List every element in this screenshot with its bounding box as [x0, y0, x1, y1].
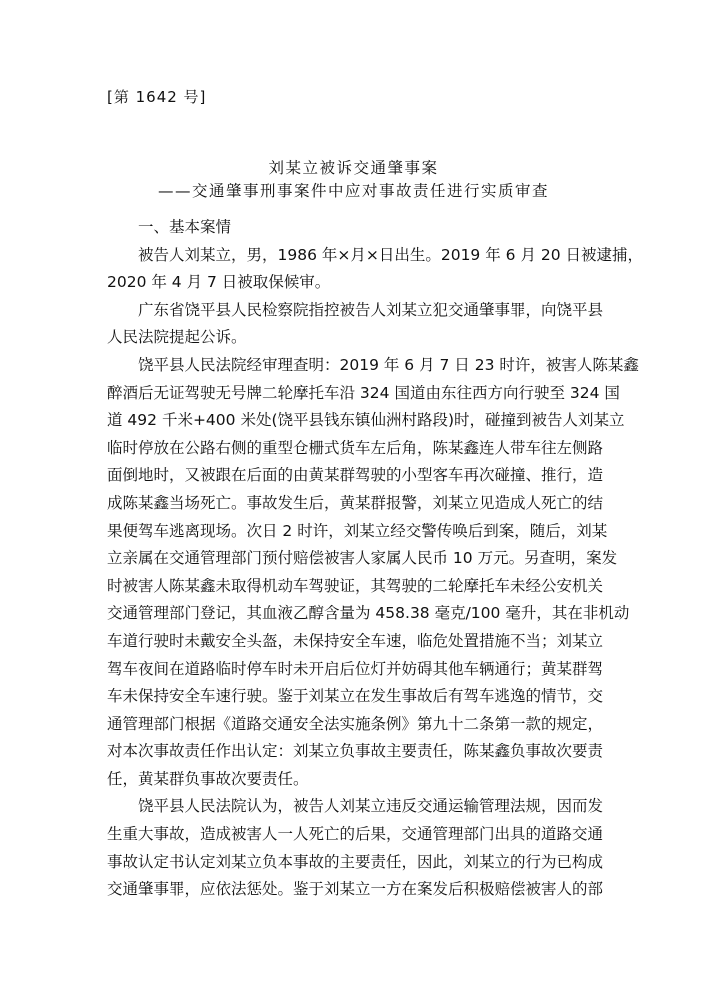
paragraph — [107, 297, 604, 352]
paragraph-line: 对本次事故责任作出认定：刘某立负事故主要责任，陈某鑫负事故次要责 — [107, 742, 604, 761]
paragraph-line: 车道行驶时未戴安全头盔，未保持安全车速，临危处置措施不当；刘某立 — [107, 631, 604, 650]
paragraph-line: 广东省饶平县人民检察院指控被告人刘某立犯交通肇事罪，向饶平县 — [138, 300, 604, 319]
paragraph-line: 面倒地时，又被跟在后面的由黄某群驾驶的小型客车再次碰撞、推行，造 — [107, 466, 604, 485]
paragraph-line: 生重大事故，造成被害人一人死亡的后果，交通管理部门出具的道路交通 — [107, 825, 604, 844]
paragraph-line: 人民法院提起公诉。 — [107, 328, 247, 347]
paragraph — [107, 242, 644, 297]
paragraphs — [107, 242, 644, 904]
document-title: 刘某立被诉交通肇事案 — [268, 159, 439, 177]
paragraph-line: 2020 年 4 月 7 日被取保候审。 — [107, 273, 331, 292]
paragraph-line: 被告人刘某立，男，1986 年×月×日出生。2019 年 6 月 20 日被逮捕， — [138, 245, 644, 264]
paragraph-line: 时被害人陈某鑫未取得机动车驾驶证，其驾驶的二轮摩托车未经公安机关 — [107, 576, 604, 595]
paragraph-line: 成陈某鑫当场死亡。事故发生后，黄某群报警，刘某立见造成人死亡的结 — [107, 493, 604, 512]
document-body — [107, 214, 644, 904]
case-number: [第 1642 号] — [107, 88, 207, 106]
document-subtitle: ——交通肇事刑事案件中应对事故责任进行实质审查 — [157, 182, 549, 200]
paragraph-line: 道 492 千米+400 米处(饶平县钱东镇仙洲村路段)时，碰撞到被告人刘某立 — [107, 411, 625, 430]
paragraph-line: 车未保持安全车速行驶。鉴于刘某立在发生事故后有驾车逃逸的情节，交 — [107, 687, 604, 706]
paragraph — [107, 793, 604, 903]
paragraph-line: 交通管理部门登记，其血液乙醇含量为 458.38 毫克/100 毫升，其在非机动 — [107, 604, 630, 623]
paragraph-line: 果便驾车逃离现场。次日 2 时许，刘某立经交警传唤后到案，随后，刘某 — [107, 521, 608, 540]
paragraph-line: 醉酒后无证驾驶无号牌二轮摩托车沿 324 国道由东往西方向行驶至 324 国 — [107, 383, 620, 402]
paragraph — [107, 352, 639, 794]
paragraph-line: 通管理部门根据《道路交通安全法实施条例》第九十二条第一款的规定， — [107, 714, 604, 733]
paragraph-line: 临时停放在公路右侧的重型仓栅式货车左后角，陈某鑫连人带车往左侧路 — [107, 438, 604, 457]
paragraph-line: 饶平县人民法院经审理查明：2019 年 6 月 7 日 23 时许，被害人陈某鑫 — [138, 355, 639, 374]
paragraph-line: 事故认定书认定刘某立负本事故的主要责任，因此，刘某立的行为已构成 — [107, 852, 604, 871]
paragraph-line: 驾车夜间在道路临时停车时未开启后位灯并妨碍其他车辆通行；黄某群驾 — [107, 659, 604, 678]
paragraph-line: 立亲属在交通管理部门预付赔偿被害人家属人民币 10 万元。另查明，案发 — [107, 549, 618, 568]
section-heading: 一、基本案情 — [138, 218, 232, 236]
paragraph-line: 饶平县人民法院认为，被告人刘某立违反交通运输管理法规，因而发 — [138, 797, 604, 816]
paragraph-line: 任，黄某群负事故次要责任。 — [107, 769, 309, 788]
paragraph-line: 交通肇事罪，应依法惩处。鉴于刘某立一方在案发后积极赔偿被害人的部 — [107, 880, 604, 899]
